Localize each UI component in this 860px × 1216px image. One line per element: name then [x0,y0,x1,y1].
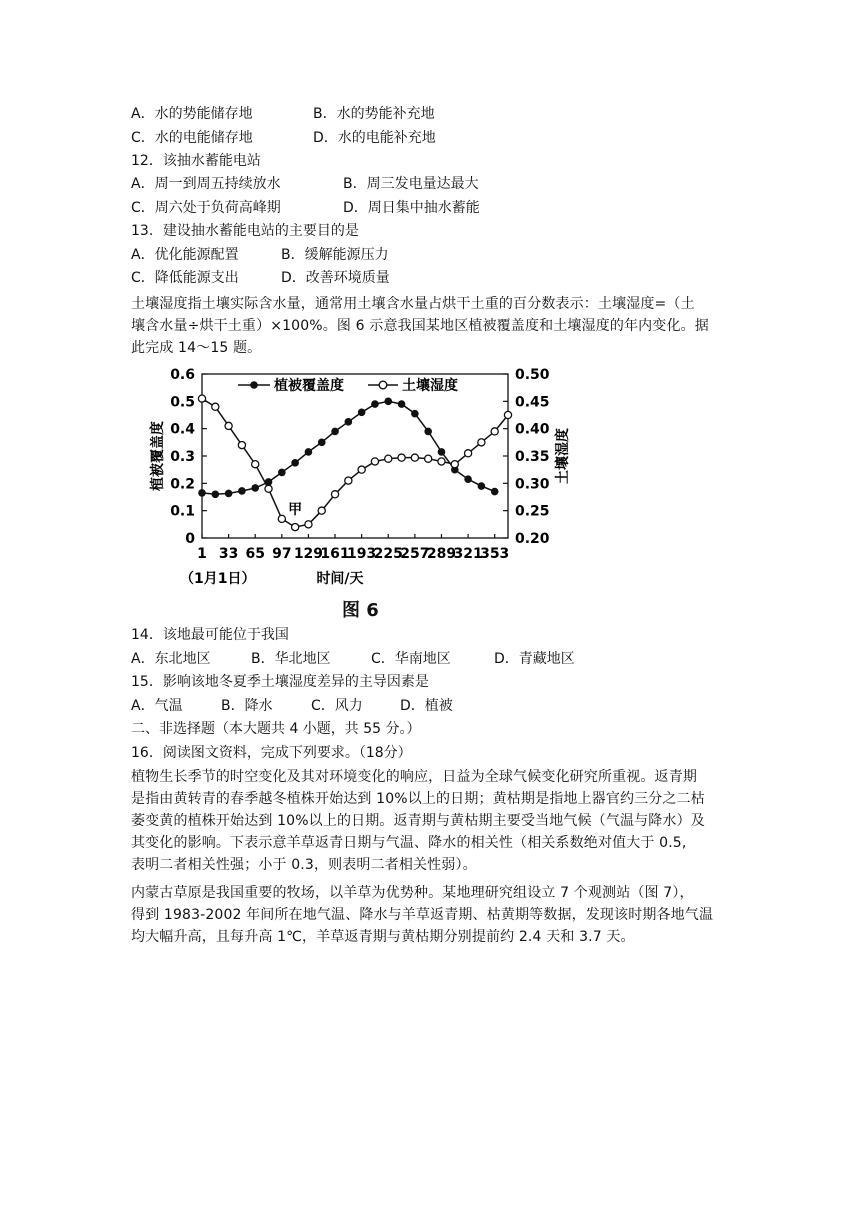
q16-paragraph-1 [131,766,731,876]
data-point [345,418,353,426]
q13-stem: 13．建设抽水蓄能电站的主要目的是 [131,223,359,239]
figure-caption: 图 6 [342,600,379,621]
data-point [464,450,471,457]
paragraph-line: 得到 1983-2002 年间所在地气温、降水与羊草返青期、枯黄期等数据，发现该时期各地气温 [131,907,714,923]
data-point [238,487,246,495]
intro-line: 壤含水量÷烘干土重）×100%。图 6 示意我国某地区植被覆盖度和土壤湿度的年内变化。据 [131,318,709,334]
legend-marker-vegetation [250,381,258,389]
paragraph-line: 萎变黄的植株开始达到 10%以上的日期。返青期与黄枯期主要受当地气候（气温与降水）及 [131,813,705,829]
data-point [411,454,418,461]
x-tick-label: 161 [320,546,350,562]
data-point [478,439,485,446]
data-point [385,455,392,462]
q14-option-b: B．华北地区 [251,651,331,667]
x-axis-label: 时间/天 [316,571,364,587]
data-point [491,428,498,435]
paragraph-line: 植物生长季节的时空变化及其对环境变化的响应，日益为全球气候变化研究所重视。返青期 [131,769,697,785]
section-heading: 二、非选择题（本大题共 4 小题，共 55 分。） [131,721,421,737]
left-tick-label: 0.6 [170,367,195,383]
y-right-label: 土壤湿度 [555,428,571,484]
q13-option-d: D．改善环境质量 [281,270,390,286]
q11-option-a: A．水的势能储存地 [131,106,253,122]
annotation-jia: 甲 [288,502,303,518]
data-point [225,490,233,498]
q12-option-d: D．周日集中抽水蓄能 [343,200,480,216]
q11-option-d: D．水的电能补充地 [313,130,436,146]
q13-option-a: A．优化能源配置 [131,247,239,263]
data-point [251,484,259,492]
legend-label-vegetation: 植被覆盖度 [274,378,344,394]
data-point [411,410,419,418]
x-axis-start-note: （1月1日） [180,571,256,587]
x-tick-label: 321 [453,546,483,562]
q13-option-b: B．缓解能源压力 [281,247,389,263]
q12-option-b: B．周三发电量达最大 [343,176,479,192]
data-point [504,411,511,418]
data-point [278,469,286,477]
data-point [305,521,312,528]
legend-label-soil: 土壤湿度 [402,378,458,394]
data-point [451,461,458,468]
right-tick-label: 0.50 [515,367,550,383]
x-tick-label: 33 [218,546,239,562]
left-tick-label: 0.4 [170,421,195,438]
q12-stem: 12．该抽水蓄能电站 [131,153,261,169]
data-point [198,395,205,402]
data-point [478,482,486,490]
data-point [358,466,365,473]
right-tick-label: 0.25 [515,503,550,520]
q14-option-c: C．华南地区 [371,651,451,667]
data-point [371,458,378,465]
q12-option-a: A．周一到周五持续放水 [131,176,281,192]
series-layer [198,395,511,531]
data-point [345,477,352,484]
q15-stem: 15．影响该地冬夏季土壤湿度差异的主导因素是 [131,674,429,690]
data-point [265,485,272,492]
data-point [491,488,499,496]
data-point [318,507,325,514]
right-axis [503,367,550,547]
left-tick-label: 0.1 [170,503,195,520]
legend [238,377,458,394]
data-point [438,458,445,465]
x-tick-label: 289 [426,546,457,562]
x-tick-label: 97 [272,546,292,562]
data-point [198,489,206,497]
q12-option-c: C．周六处于负荷高峰期 [131,200,281,216]
q11-option-c: C．水的电能储存地 [131,130,253,146]
data-point [212,490,220,498]
data-point [252,461,259,468]
right-tick-label: 0.20 [515,531,550,547]
x-tick-label: 193 [347,546,377,562]
plot-frame [202,374,508,538]
right-tick-label: 0.40 [515,421,550,438]
data-point [225,422,232,429]
q15-option-d: D．植被 [400,698,453,714]
intro-paragraph [131,293,731,359]
x-tick-label: 225 [373,546,403,562]
x-tick-label: 353 [480,546,510,562]
data-point [398,400,406,408]
q14-option-d: D．青藏地区 [494,651,575,667]
right-tick-label: 0.45 [515,394,550,411]
q15-option-b: B．降水 [221,698,273,714]
x-tick-label: 129 [293,546,324,562]
data-point [291,459,299,467]
data-point [305,448,313,456]
data-point [384,398,392,406]
paragraph-line: 内蒙古草原是我国重要的牧场，以羊草为优势种。某地理研究组设立 7 个观测站（图 7）， [131,885,694,901]
left-tick-label: 0.5 [170,394,195,411]
x-tick-label: 65 [245,546,265,562]
q13-option-c: C．降低能源支出 [131,270,239,286]
vegetation-soil-chart [140,362,571,594]
q15-option-c: C．风力 [311,698,363,714]
data-point [438,448,446,456]
paragraph-line: 是指由黄转青的春季越冬植株开始达到 10%以上的日期；黄枯期是指地上器官约三分之二枯 [131,791,705,807]
intro-line: 此完成 14～15 题。 [131,340,262,356]
data-point [292,523,299,530]
data-point [425,455,432,462]
q11-option-b: B．水的势能补充地 [313,106,435,122]
data-point [278,515,285,522]
data-point [371,400,379,408]
x-tick-label: 257 [400,546,430,562]
q15-option-a: A．气温 [131,698,183,714]
data-point [464,475,472,483]
q14-option-a: A．东北地区 [131,651,211,667]
data-point [212,403,219,410]
data-point [331,491,338,498]
left-tick-label: 0.2 [170,476,195,493]
data-point [398,454,405,461]
paragraph-line: 均大幅升高，且每升高 1℃，羊草返青期与黄枯期分别提前约 2.4 天和 3.7 天。 [131,929,635,945]
legend-marker-soil [379,381,387,389]
q16-stem: 16．阅读图文资料，完成下列要求。（18分） [131,745,412,761]
data-point [358,408,366,416]
data-point [331,428,339,436]
data-point [238,441,245,448]
x-tick-label: 1 [197,546,207,562]
data-point [318,439,326,447]
q14-stem: 14．该地最可能位于我国 [131,627,289,643]
y-left-label: 植被覆盖度 [150,421,166,491]
right-tick-label: 0.35 [515,449,550,465]
data-point [424,428,432,436]
right-tick-label: 0.30 [515,476,550,493]
left-tick-label: 0 [185,531,195,547]
left-tick-label: 0.3 [170,449,195,465]
paragraph-line: 其变化的影响。下表示意羊草返青日期与气温、降水的相关性（相关系数绝对值大于 0.5, [131,835,687,851]
paragraph-line: 表明二者相关性强；小于 0.3，则表明二者相关性弱）。 [131,857,477,873]
intro-line: 土壤湿度指土壤实际含水量，通常用土壤含水量占烘干土重的百分数表示：土壤湿度=（土 [131,296,695,312]
q16-paragraph-2 [131,882,731,948]
